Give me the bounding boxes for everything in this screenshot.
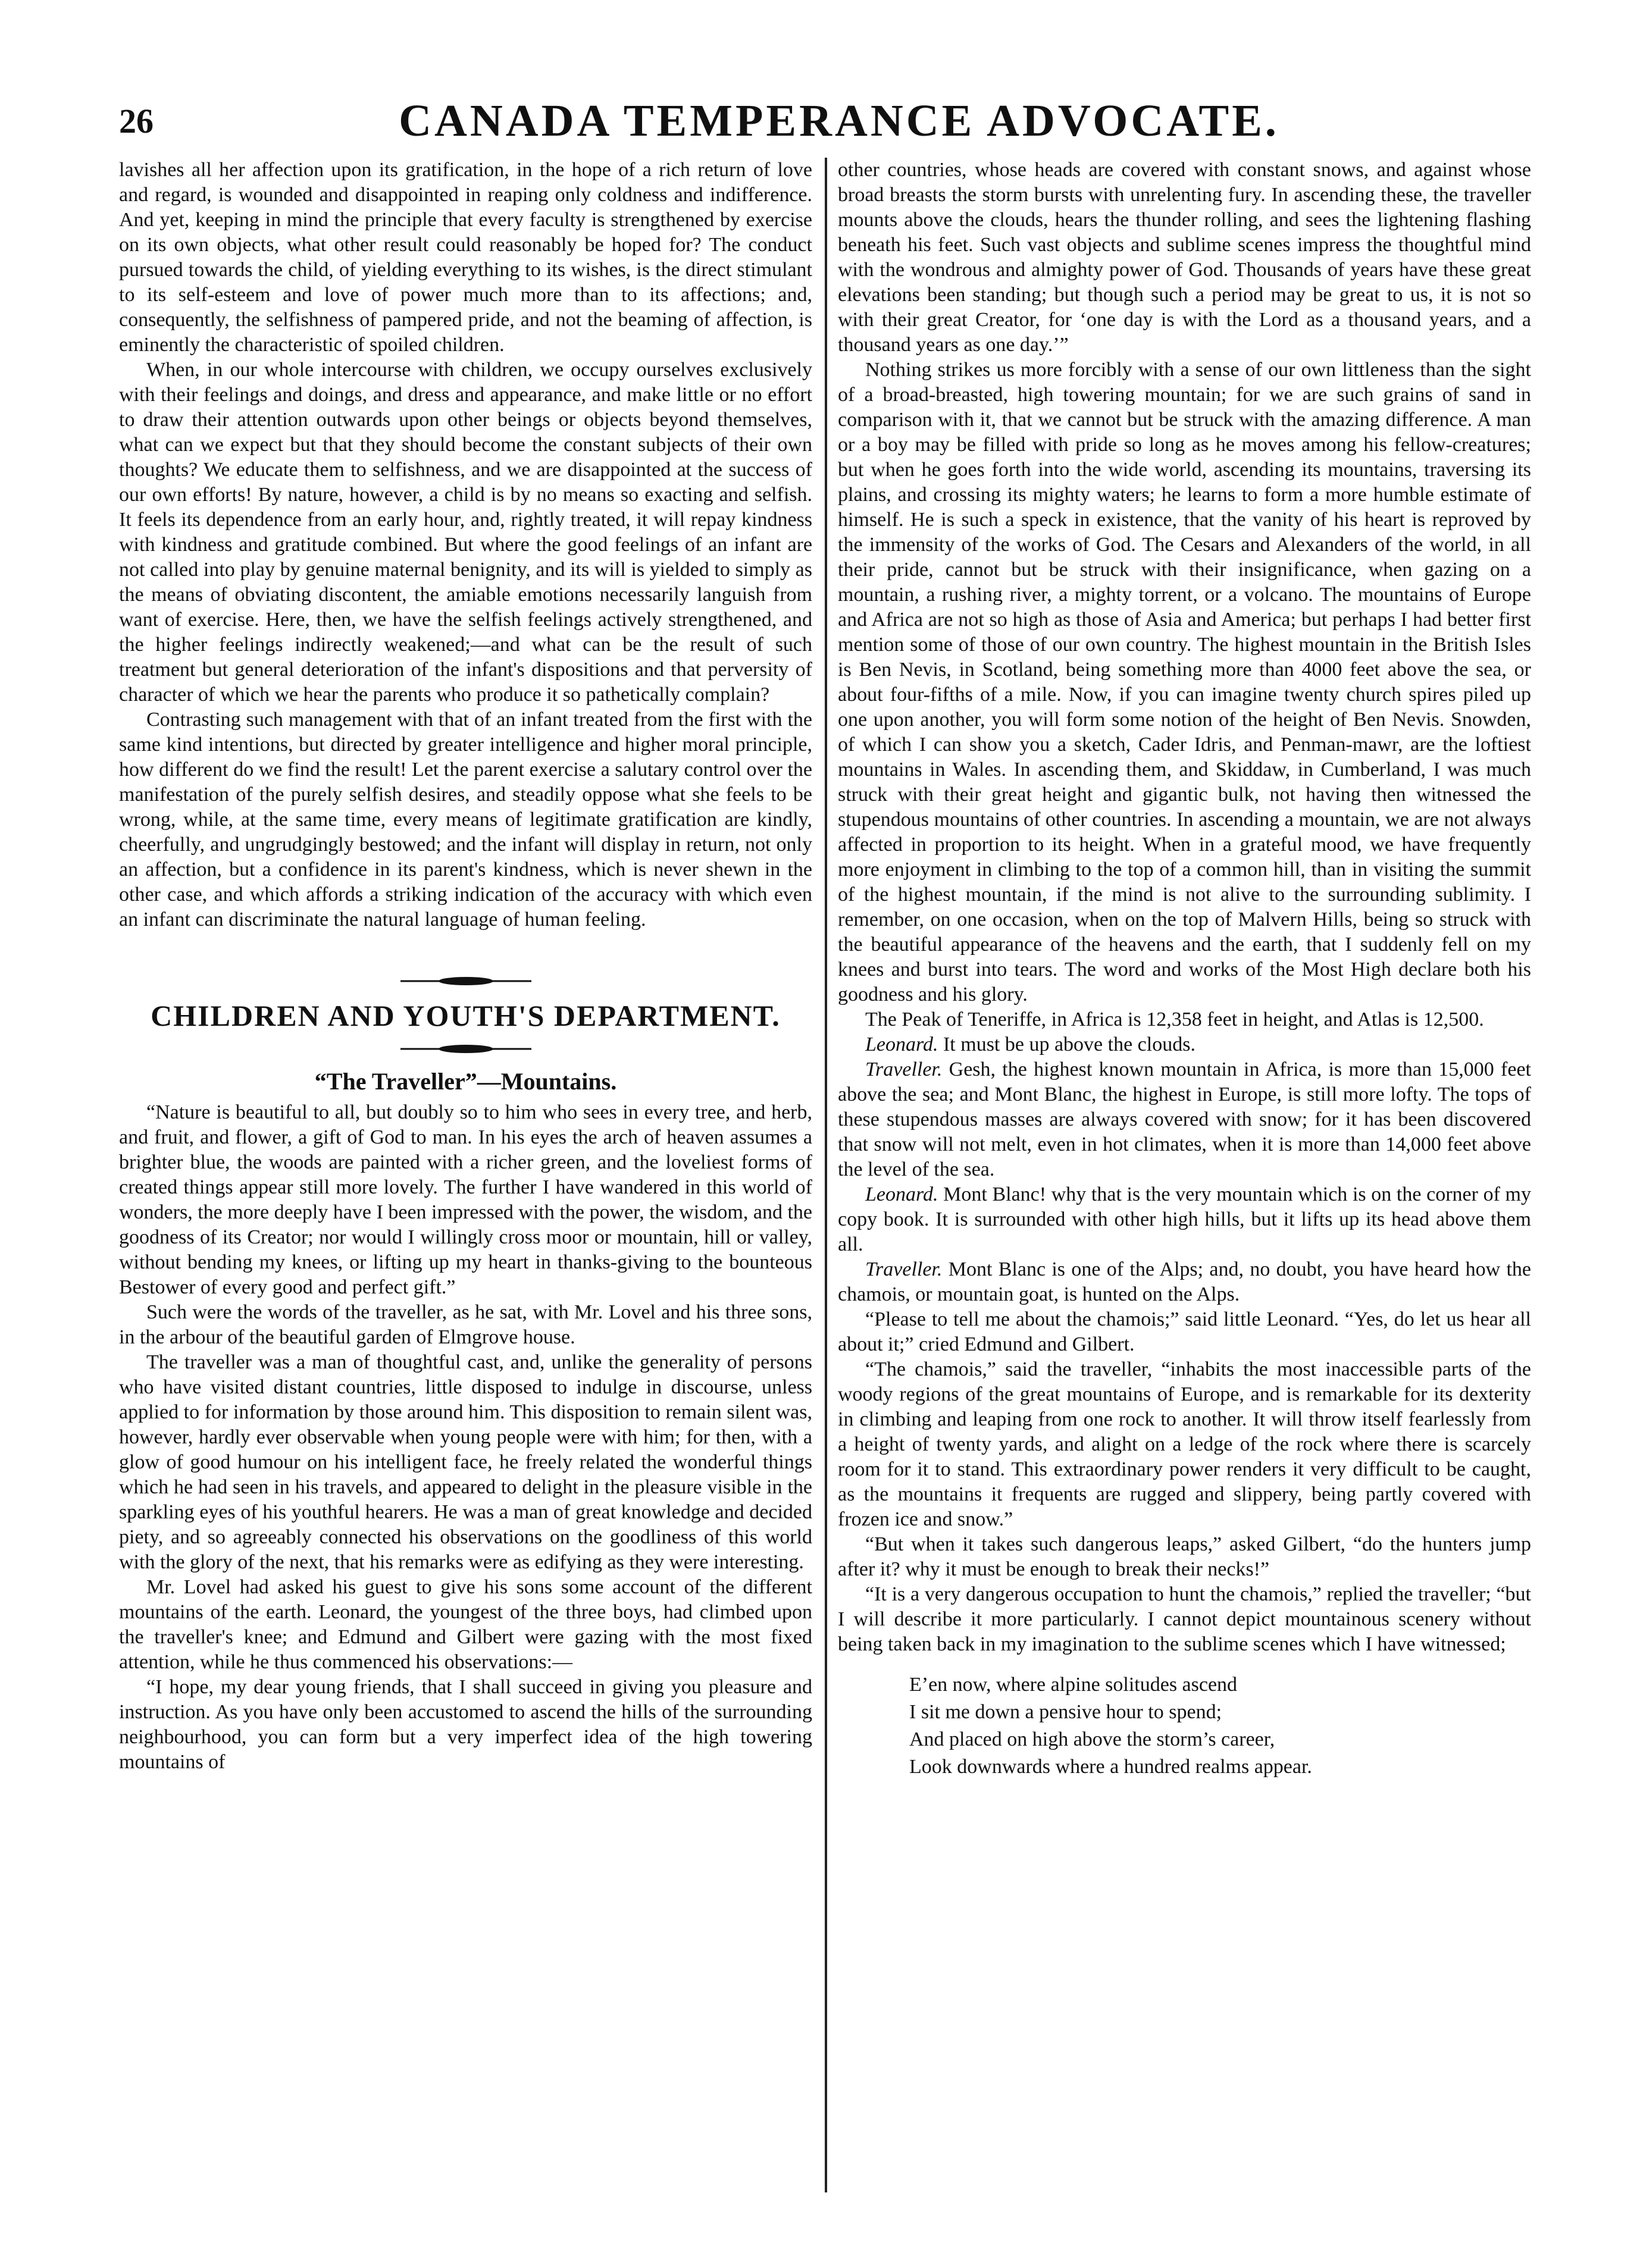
paragraph: “Nature is beautiful to all, but doubly so to him who sees in every tree, and herb, and fruit, and flower, a gift of God to man. In his eyes the arch of heaven assumes a brighter blue, the woods are painted with a richer green, and the loveliest forms of created things appear still more lovely. The further I have wandered in this world of wonders, the more deeply have I been impressed with the power, the wisdom, and the goodness of its Creator; nor would I willingly cross moor or mountain, hill or valley, without bending my knees, or lifting up my heart in thanks-giving to the bounteous Bestower of every good and perfect gift.” [119,1101,812,1298]
ornament-rule-top [400,974,531,988]
dialogue-line [838,1182,1531,1257]
poem-line: E’en now, where alpine solitudes ascend [909,1674,1238,1696]
masthead-title: CANADA TEMPERANCE ADVOCATE. [399,96,1279,146]
section-heading: CHILDREN AND YOUTH'S DEPARTMENT. [151,999,781,1032]
speaker-name: Leonard. [865,1183,938,1205]
paragraph: Mr. Lovel had asked his guest to give his sons some account of the different mountains of the earth. Leonard, the youngest of the three boys, had climbed upon the traveller's knee; and Edmund and Gilbert were gazing with the most fixed attention, while he thus commenced his observations:— [119,1576,812,1673]
paragraph: lavishes all her affection upon its gratification, in the hope of a rich return of love and regard, is wounded and disappointed in reaping only coldness and indifference. And yet, keeping in mind the principle that every faculty is strengthened by exercise on its own objects, what other result could reasonably be hoped for? The conduct pursued towards the child, of yielding everything to its wishes, is the direct stimulant to its self-esteem and love of power much more than to its affections; and, consequently, the selfishness of pampered pride, and not the beaming of affection, is eminently the characteristic of spoiled children. [119,159,812,356]
dialogue-text: It must be up above the clouds. [938,1033,1195,1055]
paragraph: “The chamois,” said the traveller, “inhabits the most inaccessible parts of the woody regions of the great mountains of Europe, and is remarkable for its dexterity in climbing and leaping from one rock to another. It will throw itself fearlessly from a height of twenty yards, and alight on a ledge of the rock where there is scarcely room for it to stand. This extraordinary power renders it very difficult to be caught, as the mountains it frequents are rugged and slippery, being partly covered with frozen ice and snow.” [838,1358,1531,1530]
left-column [119,158,812,2198]
dialogue-text: Mont Blanc is one of the Alps; and, no doubt, you have heard how the chamois, or mountain goat, is hunted on the Alps. [838,1258,1531,1305]
paragraph: When, in our whole intercourse with children, we occupy ourselves exclusively with their feelings and doings, and dress and appearance, and make little or no effort to draw their attention outwards upon other beings or objects beyond themselves, what can we expect but that they should become the constant subjects of their own thoughts? We educate them to selfishness, and we are disappointed at the success of our own efforts! By nature, however, a child is by no means so exacting and selfish. It feels its dependence from an early hour, and, rightly treated, it will repay kindness with kindness and gratitude combined. But where the good feelings of an infant are not called into play by genuine maternal benignity, and its will is yielded to simply as the means of obviating discontent, the amiable emotions necessarily languish from want of exercise. Here, then, we have the selfish feelings actively strengthened, and the higher feelings indirectly weakened;—and what can be the result of such treatment but general deterioration of the infant's dispositions and that perversity of character of which we hear the parents who produce it so pathetically complain? [119,359,812,706]
ornament-rule-bottom [400,1042,531,1056]
dialogue-text: Gesh, the highest known mountain in Africa, is more than 15,000 feet above the sea; and Mont Blanc, the highest in Europe, is still more lofty. The tops of these stupendous masses are always covered with snow; for it has been discovered that snow will not melt, even in hot climates, when it is more than 14,000 feet above the level of the sea. [838,1058,1531,1180]
poem [909,1671,1531,1781]
paragraph: “But when it takes such dangerous leaps,” asked Gilbert, “do the hunters jump after it? why it must be enough to break their necks!” [838,1533,1531,1580]
paragraph: “Please to tell me about the chamois;” said little Leonard. “Yes, do let us hear all about it;” cried Edmund and Gilbert. [838,1308,1531,1355]
paragraph: “I hope, my dear young friends, that I shall succeed in giving you pleasure and instruction. As you have only been accustomed to ascend the hills of the surrounding neighbourhood, you can form but a very imperfect idea of the high towering mountains of [119,1676,812,1773]
page-number: 26 [119,102,154,140]
paragraph: “It is a very dangerous occupation to hunt the chamois,” replied the traveller; “but I will describe it more particularly. I cannot depict mountainous scenery without being taken back in my imagination to the sublime scenes which I have witnessed; [838,1583,1531,1655]
dialogue-line [838,1057,1531,1182]
dialogue-line [838,1032,1531,1057]
paragraph: Nothing strikes us more forcibly with a sense of our own littleness than the sight of a broad-breasted, high towering mountain; for we are such grains of sand in comparison with it, that we cannot but be struck with the amazing difference. A man or a boy may be filled with pride so long as he moves among his fellow-creatures; but when he goes forth into the wide world, ascending its mountains, traversing its plains, and crossing its mighty waters; he learns to form a more humble estimate of himself. He is such a speck in existence, that the vanity of his heart is reproved by the immensity of the works of God. The Cesars and Alexanders of the world, in all their pride, cannot but be struck with their insignificance, when gazing on a mountain, a rushing river, a mighty torrent, or a volcano. The mountains of Europe and Africa are not so high as those of Asia and America; but perhaps I had better first mention some of those of our own country. The highest mountain in the British Isles is Ben Nevis, in Scotland, being something more than 4000 feet above the sea, or about four-fifths of a mile. Now, if you can imagine twenty church spires piled up one upon another, you will form some notion of the height of Ben Nevis. Snowden, of which I can show you a sketch, Cader Idris, and Penman-mawr, are the loftiest mountains in Wales. In ascending them, and Skiddaw, in Cumberland, I was much struck with their great height and gigantic bulk, not having then witnessed the stupendous mountains of other countries. In ascending a mountain, we are not always affected in proportion to its height. When in a grateful mood, we have frequently more enjoyment in climbing to the top of a common hill, than in visiting the summit of the highest mountain, if the mind is not alive to the surrounding sublimity. I remember, on one occasion, when on the top of Malvern Hills, being so struck with the beautiful appearance of the heavens and the earth, that I suddenly fell on my knees and burst into tears. The word and works of the Most High declare both his goodness and his glory. [838,359,1531,1005]
column-rule [825,158,827,2192]
page-header [119,89,1559,155]
dialogue-line [838,1257,1531,1307]
dialogue-text: Mont Blanc! why that is the very mountain which is on the corner of my copy book. It is surrounded with other high hills, but it lifts up its head above them all. [838,1183,1531,1255]
speaker-name: Leonard. [865,1033,938,1055]
paragraph: The traveller was a man of thoughtful cast, and, unlike the generality of persons who have visited distant countries, little disposed to indulge in discourse, unless applied to for information by those around him. This disposition to remain silent was, however, hardly ever observable when young people were with him; for then, with a glow of good humour on his intelligent face, he freely related the wonderful things which he had seen in his travels, and appeared to delight in the pleasure visible in the sparkling eyes of his youthful hearers. He was a man of great knowledge and decided piety, and so agreeably connected his observations on the goodliness of this world with the glory of the next, that his remarks were as edifying as they were interesting. [119,1351,812,1573]
paragraph: other countries, whose heads are covered with constant snows, and against whose broad breasts the storm bursts with unrelenting fury. In ascending these, the traveller mounts above the clouds, hears the thunder rolling, and sees the lightening flashing beneath his feet. Such vast objects and sublime scenes impress the thoughtful mind with the wondrous and almighty power of God. Thousands of years have these great elevations been standing; but though such a period may be great to us, it is not so with their great Creator, for ‘one day is with the Lord as a thousand years, and a thousand years as one day.’” [838,159,1531,356]
paragraph: The Peak of Teneriffe, in Africa is 12,358 feet in height, and Atlas is 12,500. [865,1008,1484,1030]
poem-line: Look downwards where a hundred realms appear. [909,1756,1312,1778]
poem-line: I sit me down a pensive hour to spend; [909,1701,1222,1723]
paragraph: Contrasting such management with that of an infant treated from the first with the same kind intentions, but directed by greater intelligence and higher moral principle, how different do we find the result! Let the parent exercise a salutary control over the manifestation of the purely selfish desires, and steadily oppose what she feels to be wrong, while, at the same time, every means of legitimate gratification are kindly, cheerfully, and ungrudgingly bestowed; and the infant will display in return, not only an affection, but a confidence in its parent's kindness, which is never shewn in the other case, and which affords a striking indication of the accuracy with which even an infant can discriminate the natural language of human feeling. [119,709,812,931]
poem-line: And placed on high above the storm’s career, [909,1728,1275,1750]
speaker-name: Traveller. [865,1258,943,1280]
paragraph: Such were the words of the traveller, as he sat, with Mr. Lovel and his three sons, in the arbour of the beautiful garden of Elmgrove house. [119,1301,812,1348]
right-column [838,158,1531,2198]
section-divider [119,974,812,1056]
article-title: “The Traveller”—Mountains. [314,1068,617,1095]
speaker-name: Traveller. [865,1058,943,1080]
